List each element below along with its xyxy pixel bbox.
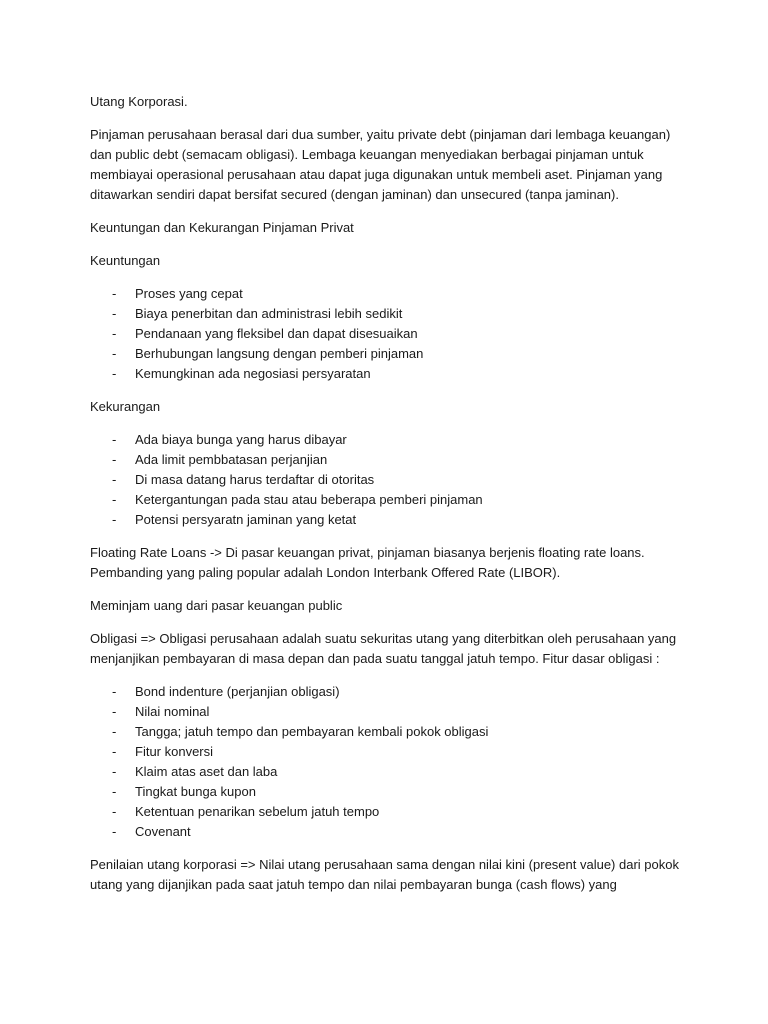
penilaian-paragraph: Penilaian utang korporasi => Nilai utang perusahaan sama dengan nilai kini (present value) dari pokok utang yang dijanjikan pada saat jatuh tempo dan nilai pembayaran bunga (cash flows) yang: [90, 857, 679, 892]
bullet-dash: -: [112, 684, 117, 699]
bullet-dash: -: [112, 724, 117, 739]
bullet-dash: -: [112, 432, 117, 447]
bullet-dash: -: [112, 286, 117, 301]
list-item: [90, 450, 680, 470]
document-page: [90, 92, 680, 908]
list-item-text: Potensi persyaratn jaminan yang ketat: [135, 512, 357, 527]
fitur-obligasi-list: [90, 682, 680, 842]
list-item-text: Biaya penerbitan dan administrasi lebih sedikit: [135, 306, 403, 321]
bullet-dash: -: [112, 512, 117, 527]
list-item: [90, 742, 680, 762]
list-item: [90, 304, 680, 324]
list-item: [90, 510, 680, 530]
document-title: Utang Korporasi.: [90, 94, 188, 109]
list-item-text: Ketergantungan pada stau atau beberapa pemberi pinjaman: [135, 492, 483, 507]
bullet-dash: -: [112, 326, 117, 341]
list-item-text: Proses yang cepat: [135, 286, 243, 301]
list-item-text: Ada biaya bunga yang harus dibayar: [135, 432, 347, 447]
bullet-dash: -: [112, 764, 117, 779]
list-item: [90, 722, 680, 742]
list-item-text: Covenant: [135, 824, 191, 839]
list-item: [90, 702, 680, 722]
list-item-text: Pendanaan yang fleksibel dan dapat disesuaikan: [135, 326, 418, 341]
list-item: [90, 822, 680, 842]
list-item-text: Di masa datang harus terdaftar di otoritas: [135, 472, 375, 487]
list-item: [90, 470, 680, 490]
kekurangan-heading: Kekurangan: [90, 399, 161, 414]
list-item-text: Kemungkinan ada negosiasi persyaratan: [135, 366, 371, 381]
bullet-dash: -: [112, 306, 117, 321]
bullet-dash: -: [112, 366, 117, 381]
list-item-text: Ketentuan penarikan sebelum jatuh tempo: [135, 804, 380, 819]
floating-rate-paragraph: Floating Rate Loans -> Di pasar keuangan privat, pinjaman biasanya berjenis floating rate loans. Pembanding yang paling popular adalah London Interbank Offered Rate (LIBOR).: [90, 545, 645, 580]
list-item: [90, 490, 680, 510]
public-heading: Meminjam uang dari pasar keuangan public: [90, 598, 343, 613]
list-item: [90, 802, 680, 822]
list-item: [90, 430, 680, 450]
list-item: [90, 284, 680, 304]
list-item-text: Fitur konversi: [135, 744, 214, 759]
section-heading-private: Keuntungan dan Kekurangan Pinjaman Privat: [90, 220, 354, 235]
bullet-dash: -: [112, 346, 117, 361]
bullet-dash: -: [112, 804, 117, 819]
list-item: [90, 324, 680, 344]
list-item: [90, 682, 680, 702]
list-item: [90, 344, 680, 364]
bullet-dash: -: [112, 824, 117, 839]
list-item: [90, 762, 680, 782]
list-item: [90, 782, 680, 802]
bullet-dash: -: [112, 492, 117, 507]
bullet-dash: -: [112, 784, 117, 799]
obligasi-paragraph: Obligasi => Obligasi perusahaan adalah suatu sekuritas utang yang diterbitkan oleh perusahaan yang menjanjikan pembayaran di masa depan dan pada suatu tanggal jatuh tempo. Fitur dasar obligasi :: [90, 631, 677, 666]
kekurangan-list: [90, 430, 680, 530]
keuntungan-heading: Keuntungan: [90, 253, 161, 268]
list-item: [90, 364, 680, 384]
bullet-dash: -: [112, 472, 117, 487]
bullet-dash: -: [112, 704, 117, 719]
list-item-text: Nilai nominal: [135, 704, 210, 719]
intro-paragraph: Pinjaman perusahaan berasal dari dua sumber, yaitu private debt (pinjaman dari lembaga keuangan) dan public debt (semacam obligasi). Lembaga keuangan menyediakan berbagai pinjaman untuk membiayai operasional perusahaan atau dapat juga digunakan untuk membeli aset. Pinjaman yang ditawarkan sendiri dapat bersifat secured (dengan jaminan) dan unsecured (tanpa jaminan).: [90, 127, 671, 202]
list-item-text: Bond indenture (perjanjian obligasi): [135, 684, 340, 699]
list-item-text: Klaim atas aset dan laba: [135, 764, 278, 779]
bullet-dash: -: [112, 452, 117, 467]
list-item-text: Berhubungan langsung dengan pemberi pinjaman: [135, 346, 424, 361]
list-item-text: Ada limit pembbatasan perjanjian: [135, 452, 328, 467]
list-item-text: Tingkat bunga kupon: [135, 784, 256, 799]
list-item-text: Tangga; jatuh tempo dan pembayaran kembali pokok obligasi: [135, 724, 489, 739]
keuntungan-list: [90, 284, 680, 384]
bullet-dash: -: [112, 744, 117, 759]
